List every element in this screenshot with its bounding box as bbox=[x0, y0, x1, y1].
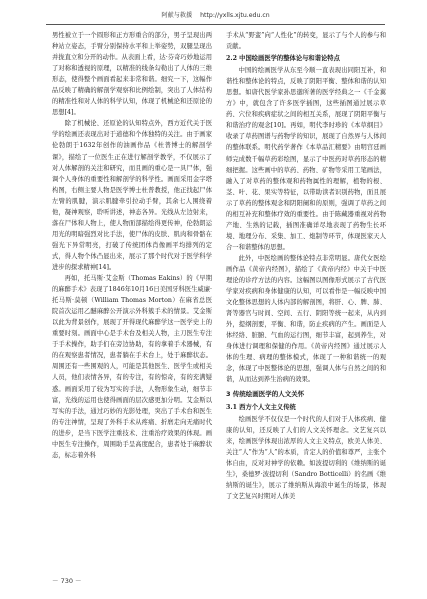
paragraph: 此外，中医绘画的整体论特点非常明显。唐代女医绘画作品《黄帝内经图》，描绘了《黄帝内经》中关于中医理论的诊疗方法的内容。这幅图以图像形式展示了古代医学家对疾病和身体健康的认知，可以看作是一幅反映中国文化整体思想的人体内部的解剖图，将肝、心、脾、肺、肾等器官与时间、空间、五行、阴阳等统一起来，从内到外，提纲剖要，平衡、和谐，防止疾病的产生。画面是人体经络、脏腑、气血的运行图，细节丰富，起到养生，对身体进行调理和保健的作用。《黄帝内经图》通过展示人体的生理、病理的整体模式，体现了一种和谐统一的观念，体现了中医整体论的思想，强调人体与自然之间的和谐，从而达到养生治病的效果。 bbox=[226, 254, 386, 384]
section-heading: 2.2 中国绘画医学的整体论与和谐论特点 bbox=[226, 55, 340, 63]
paragraph: 男性被立于一个圆形和正方形重合的部分，男子呈现出两种站立姿态，手臂分别保持水平和上举姿势，双腿呈现出并拢直立和分开的动作。从表面上看，达·芬奇巧妙地运用了对称和透视的原理，以精准的线条勾勒出了人体的三维形态，使得整个画面看起来非常和谐。细究一下，这幅作品反映了精确的解剖学观察和比例绘制，突出了人体结构的精准性和对人体的科学认知，体现了机械论和还原论的思想[4]。 bbox=[52, 32, 212, 117]
journal-site: http://yxlls.xjtu.edu.cn bbox=[200, 12, 270, 19]
paragraph: 手术从“野蛮”向“人性化”的转变，显示了与个人的参与和贡献。 bbox=[226, 32, 386, 51]
page-number: － 730 － bbox=[52, 577, 82, 585]
right-column bbox=[226, 30, 386, 502]
paragraph: 中国的绘画医学从东至今顺一直表现出同阳互补，和谐性和整体论的特点，反映了阴阳平衡、整体和谐的认知思想。如唐代医学家孙思邈所著的医学经典之一《千金翼方》中，就包含了许多医学插图，这些插图通过展示草药、穴位和疾病症状之间的相互关系，展现了阴阳平衡与和谐治疗的观念[10]。再如，明代李时珍的《本草纲目》收录了草药图谱与药物学的知识，展现了自然界与人体间的整体联系。明代药学著作《本草品汇精要》由明宫廷画师完成数千幅草药彩绘图，显示了中医药对草药形态的精细把握。这些画中的草药、药物、矿物等采用工笔画法，融入了对草药的整体观和药物属性的理解，植物的根、茎、叶、花、果实等特征，以带助读者识别药物，面且展示了草药的整体观念和阴阳阑和的原则，强调了草药之间的相互补充和整体疗效的重要性。由于陈藏器重视对药物产地、生熟的记载，插图准确详尽地表现了药物生长环境、地理分布、采集、加工、炮制等环节，体现医家天人合一和谐整体的思想。 bbox=[226, 67, 386, 251]
paragraph: 除了机械论、还原论的认知特点外，西方近代关于医学的绘画还表现出对于道德和个体独特的关注。由于画家伦勃朗于1632年创作的油画作品《杜普博士的解剖学课》，描绘了一位医生正在进行解剖学教学，不仅展示了对人体解剖的关注和研究，而且画的重心是一具尸体，强调个人身体的重要性和解剖学的科学性。画面采用金字塔构图，右侧主要人物是医学博士杜普教授，他正找起尸体左臂的肌腱，演示肌腱牵引拉动手臂，其余七人围绕着他，凝神观察，聆听讲述，神态各异。光线从左边射来，落在尸体和人物上，使人物面部描绘得更传神，伦勃朗运用光的明暗强烈对比手法，使尸体的皮肤、肌肉和骨骼在强光下异常明亮，打破了传统团体肖像画平均排列的定式，得人物个体凸显出来，展示了那个时代对于医学科学进步的探求精神[14]。 bbox=[52, 120, 212, 271]
paragraph: 再如，托马斯·艾金斯（Thomas Eakins）的《早期的麻醉手术》表现了1846年10月16日美国牙科医生威廉·托马斯·莫顿（William Thomas Morton）在麻省总医院首次运用乙醚麻醉公开演示外科簇手术的情景。艾金斯以此为背景创作，展现了开得现代麻醉学这一医学史上的重要时刻。画面中心是手术台及相关人物，主刀医生专注于手术操作，助手们在旁边协助，有的拿着手术器械，有的在观察患者情况，患者躺在手术台上，处于麻醉状态。周围还有一些围观的人，可能是其他医生、医学生或相关人员，他们表情各异，有的专注，有的惊奇，有的充满疑惑。画面采用了较为写实的手法，人物形象生动，细节丰富，光线的运用也使得画面的层次感更加分明。艾金斯以写实的手法，通过巧妙的光影处理，突出了手术台和医生的专注神情，呈现了外科手术从疼痛、折磨走向无痛时代的进步，是当下医学注重技术、注重治疗效果的体现。画中医生专注操作，周围助手呈高度配合，患者处于麻醉状态，标志着外科 bbox=[52, 275, 212, 459]
subsection-heading: 3.1 西方个人文主义传统 bbox=[226, 403, 296, 411]
paragraph: 绘画医学不仅仅是一个时代的人们对于人体疾病、健康的认知，还反映了人们的人文关怀理念。文艺复兴以来，绘画医学体现出浓厚的人文主义特点，欧美人体美、关注“人”作为“人”的本质，肯定人的价值和尊严，主张个体自由，反对对神学的依赖。如波提切利的《维纳斯的诞生》，桑德罗·波提切利（Sandro Botticelli）的名画《维纳斯的诞生》，展示了维纳斯从海浪中诞生的场景，体现了文艺复兴时期对人体美 bbox=[226, 415, 386, 500]
running-header bbox=[46, 8, 385, 25]
section-heading: 3 传统绘画医学的人文关怀 bbox=[226, 389, 305, 398]
journal-name: 阿献与救援 bbox=[161, 12, 193, 19]
left-column bbox=[52, 30, 212, 461]
